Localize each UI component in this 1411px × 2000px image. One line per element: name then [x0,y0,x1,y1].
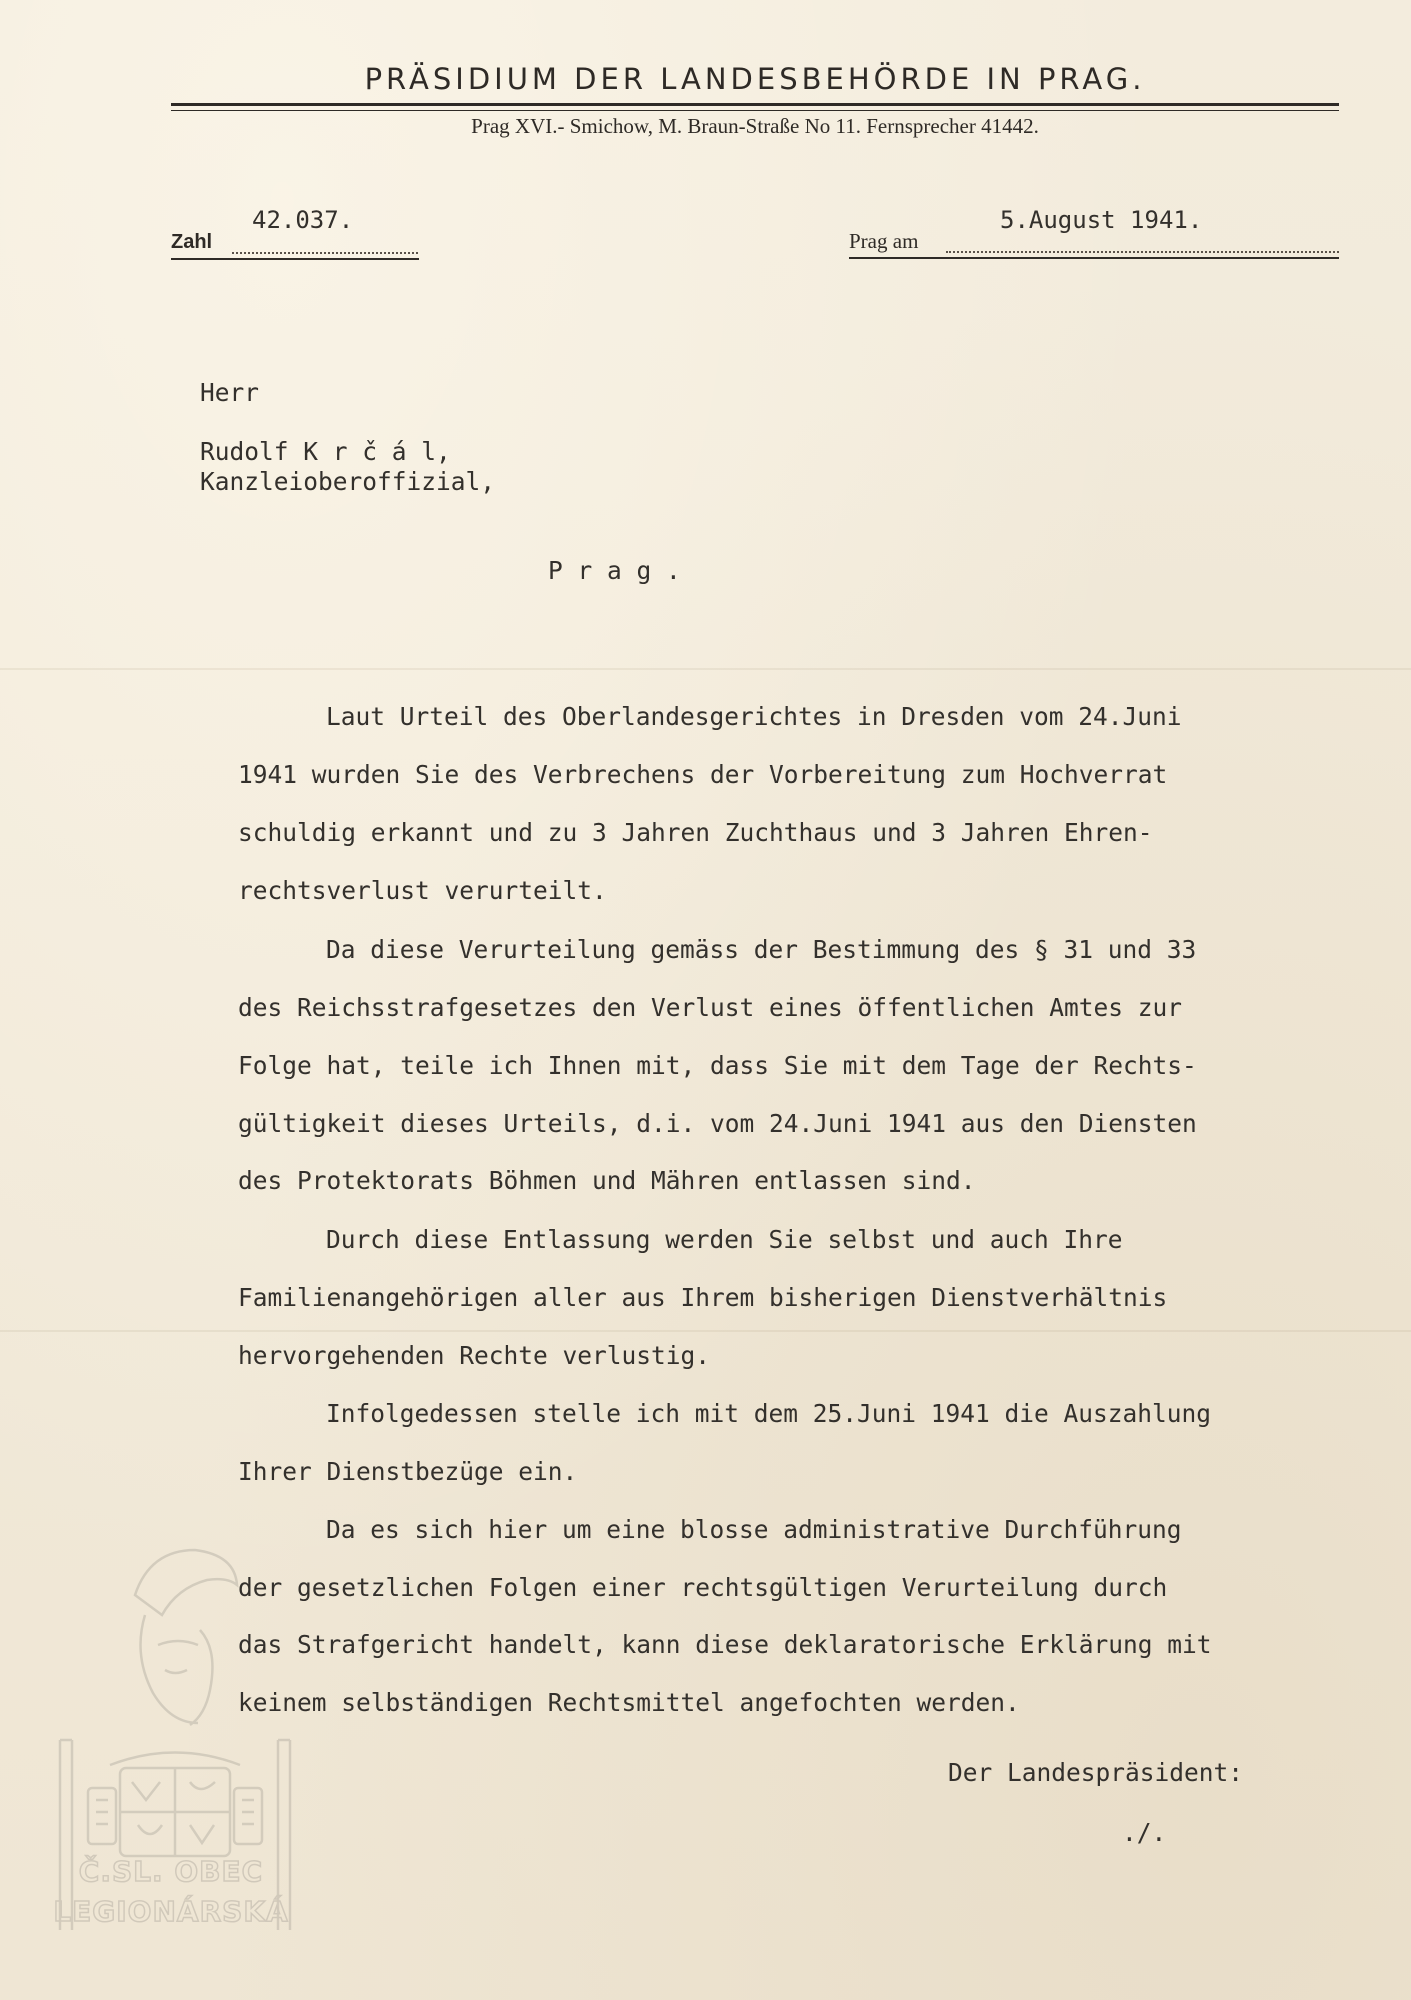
recipient-name: Rudolf K r č á l, [200,437,451,466]
reference-dotted-line [232,252,418,254]
recipient-salutation: Herr [200,378,260,407]
recipient-title: Kanzleioberoffizial, [200,467,496,496]
body-line: Ihrer Dienstbezüge ein. [238,1457,578,1486]
legion-watermark-stamp [40,1520,310,1960]
reference-underline [171,258,419,260]
body-line: des Reichsstrafgesetzes den Verlust eines öffentlichen Amtes zur [238,993,1183,1022]
body-line: der gesetzlichen Folgen einer rechtsgültigen Verurteilung durch [238,1573,1168,1602]
body-line: Infolgedessen stelle ich mit dem 25.Juni 1941 die Auszahlung [326,1399,1212,1428]
body-line: Laut Urteil des Oberlandesgerichtes in Dresden vom 24.Juni [326,702,1182,731]
watermark-seal-icon [40,1520,310,1960]
paper-fold [0,668,1411,670]
date-underline [849,257,1339,259]
paper-fold [0,1330,1411,1332]
date-label: Prag am [849,229,919,253]
signature-mark: ./. [1122,1818,1167,1847]
letterhead-rule [171,103,1339,106]
date-value: 5.August 1941. [1000,206,1203,234]
watermark-text-line1: Č.SL. OBEC [78,1855,264,1888]
watermark-text-line2: LEGIONÁRSKÁ [53,1895,289,1928]
body-line: Da es sich hier um eine blosse administrative Durchführung [326,1515,1182,1544]
body-line: Durch diese Entlassung werden Sie selbst und auch Ihre [326,1225,1123,1254]
letterhead-rule-thin [171,110,1339,111]
letterhead-address: Prag XVI.- Smichow, M. Braun-Straße No 11. Fernsprecher 41442. [471,114,1039,138]
body-line: rechtsverlust verurteilt. [238,876,607,905]
body-line: Folge hat, teile ich Ihnen mit, dass Sie mit dem Tage der Rechts- [238,1051,1197,1080]
signature-role: Der Landespräsident: [948,1758,1244,1787]
body-line: gültigkeit dieses Urteils, d.i. vom 24.Juni 1941 aus den Diensten [238,1109,1197,1138]
body-line: das Strafgericht handelt, kann diese deklaratorische Erklärung mit [238,1630,1212,1659]
reference-number: 42.037. [252,206,354,234]
body-line: 1941 wurden Sie des Verbrechens der Vorbereitung zum Hochverrat [238,760,1168,789]
body-line: schuldig erkannt und zu 3 Jahren Zuchthaus und 3 Jahren Ehren- [238,818,1153,847]
letterhead-title: PRÄSIDIUM DER LANDESBEHÖRDE IN PRAG. [364,62,1146,96]
body-line: des Protektorats Böhmen und Mähren entlassen sind. [238,1166,976,1195]
body-line: Familienangehörigen aller aus Ihrem bisherigen Dienstverhältnis [238,1283,1168,1312]
body-line: Da diese Verurteilung gemäss der Bestimmung des § 31 und 33 [326,935,1197,964]
date-dotted-line [946,251,1339,253]
recipient-city: P r a g . [548,556,681,585]
body-line: hervorgehenden Rechte verlustig. [238,1341,711,1370]
reference-label: Zahl [171,231,213,253]
body-line: keinem selbständigen Rechtsmittel angefochten werden. [238,1688,1020,1717]
